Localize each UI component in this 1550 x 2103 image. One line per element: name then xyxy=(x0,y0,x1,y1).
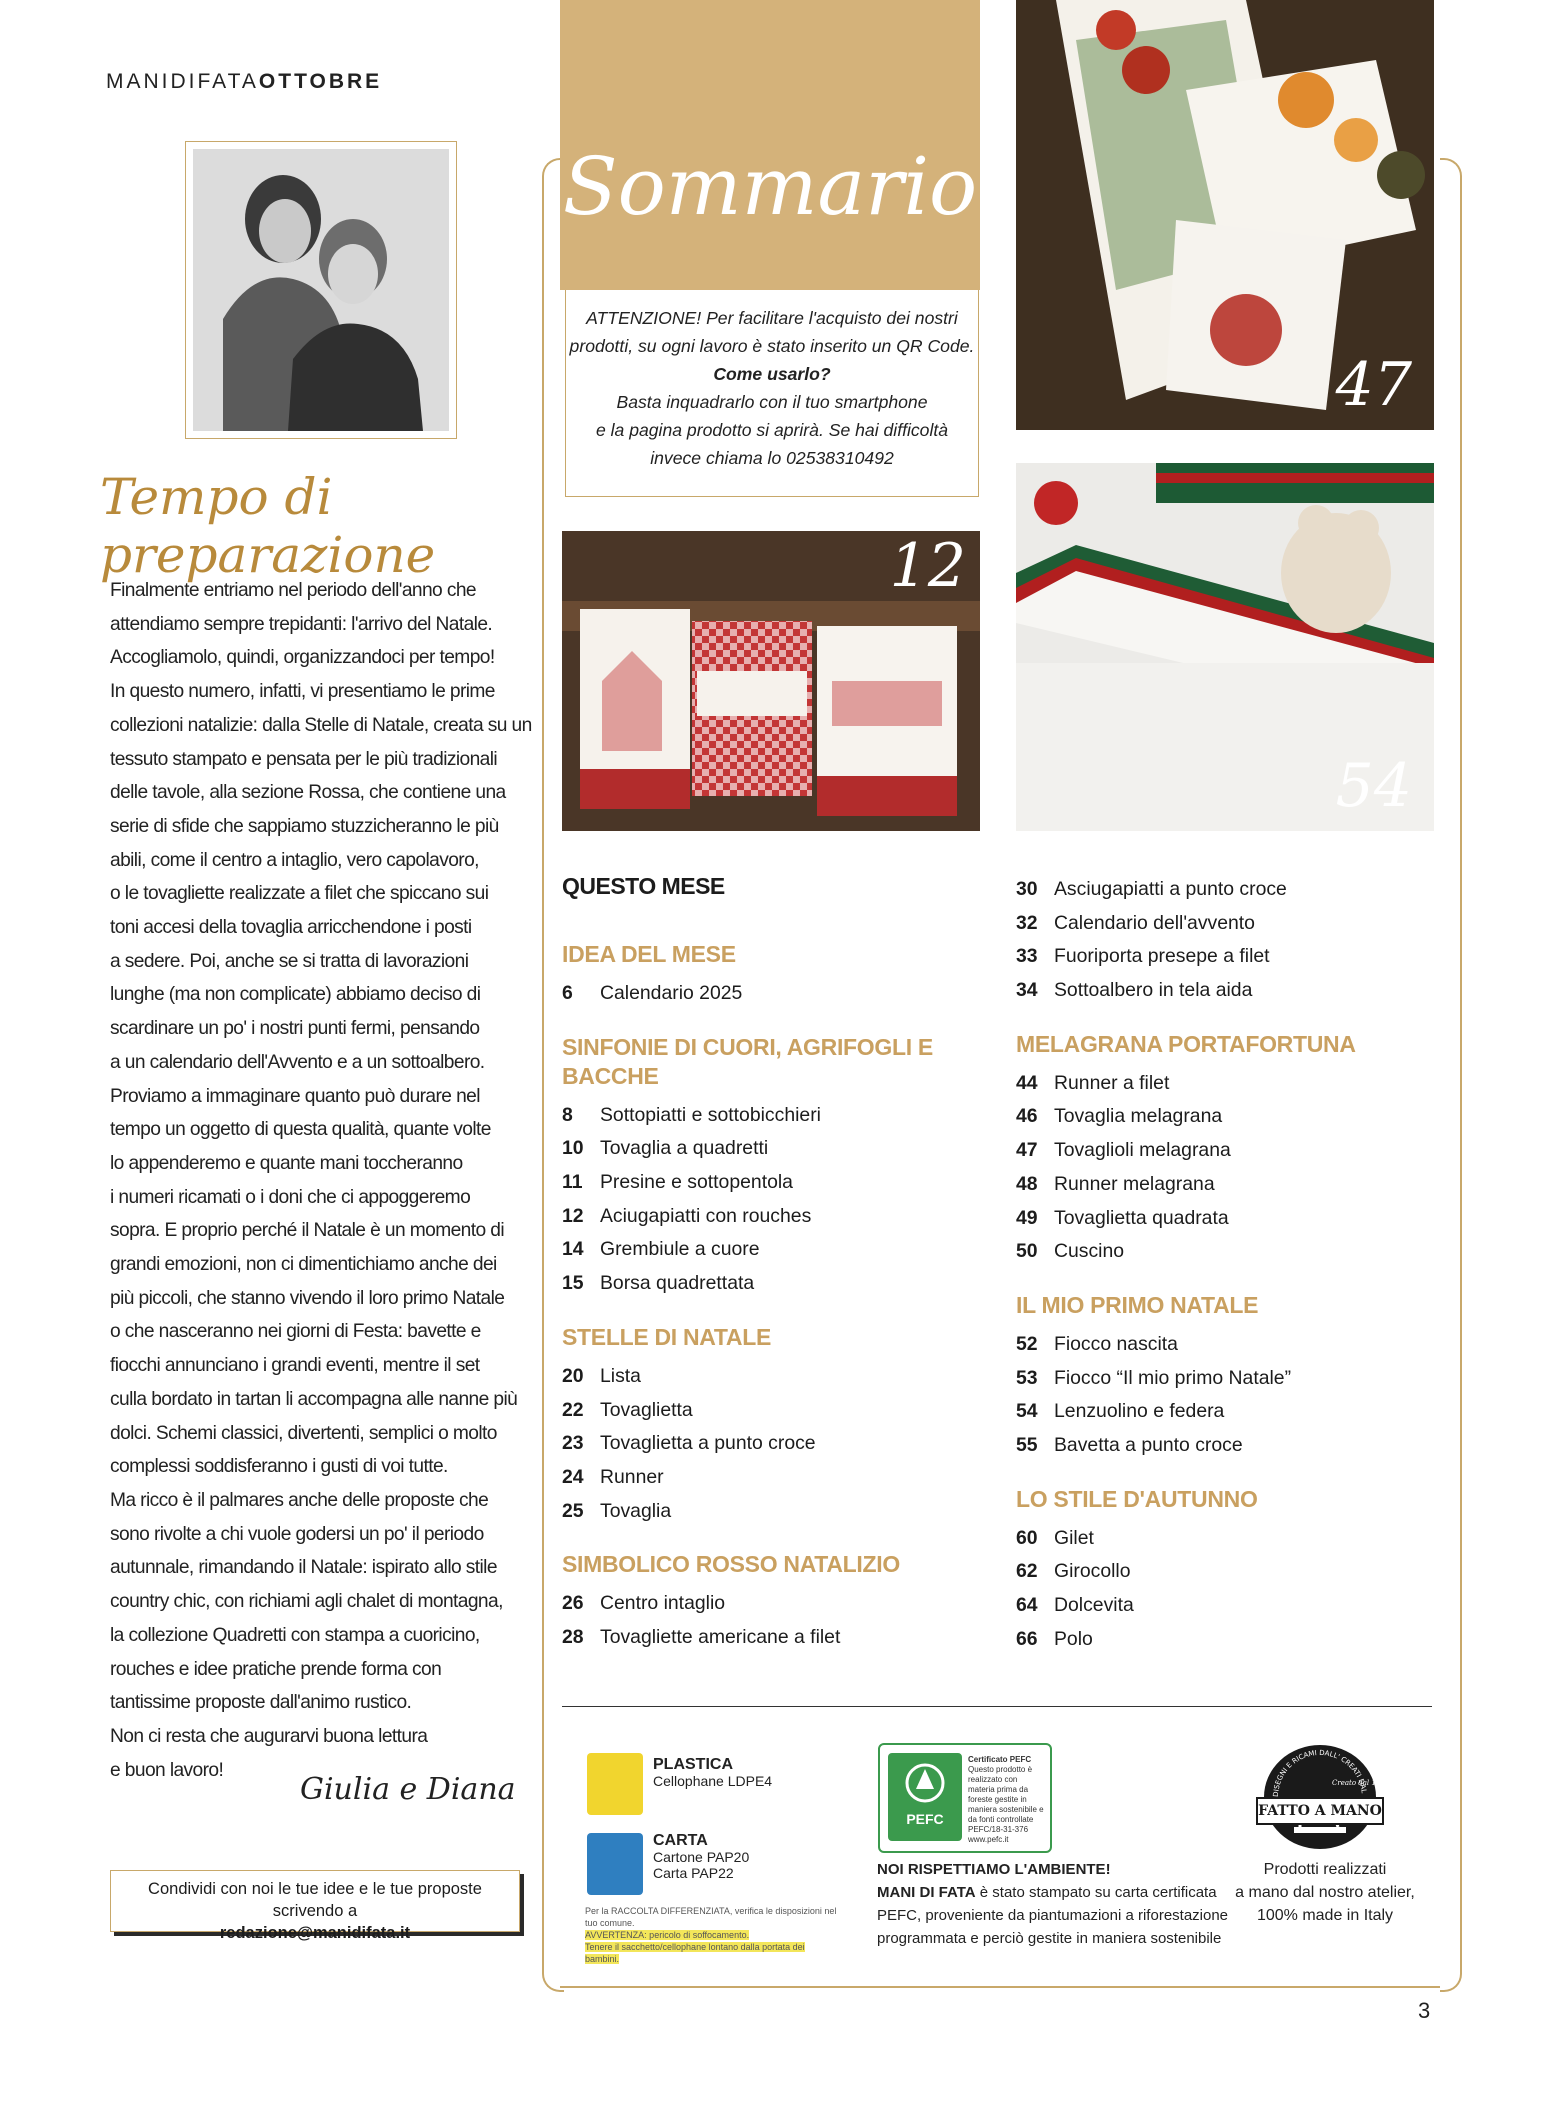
toc-entry-page: 11 xyxy=(562,1171,583,1194)
toc-entry-page: 64 xyxy=(1016,1594,1038,1616)
toc-entry-page: 66 xyxy=(1016,1627,1038,1650)
recycling-note-1: Per la RACCOLTA DIFFERENZIATA, verifica le disposizioni nel tuo comune. xyxy=(585,1906,837,1928)
environment-brand: MANI DI FATA xyxy=(877,1884,976,1901)
atelier-line-2: a mano dal nostro atelier, xyxy=(1235,1884,1415,1901)
toc-entry[interactable] xyxy=(1016,873,1436,907)
photo-page-12: 12 xyxy=(889,531,966,601)
editorial-line: lo appenderemo e quante mani toccheranno xyxy=(110,1152,463,1174)
toc-entry-title: Bavetta a punto croce xyxy=(1054,1433,1243,1456)
editorial-line: Ma ricco è il palmares anche delle proposte che xyxy=(110,1489,489,1511)
editorial-line: culla bordato in tartan li accompagna alle nanne più xyxy=(110,1388,518,1410)
recycling-note xyxy=(585,1905,840,1965)
photo-aciugapiatti xyxy=(562,531,980,831)
header-month: OTTOBRE xyxy=(258,70,383,93)
pefc-code: PEFC/18-31-376 xyxy=(968,1825,1029,1834)
toc-entry[interactable] xyxy=(1016,974,1436,1008)
share-text: Condividi con noi le tue idee e le tue proposte scrivendo a xyxy=(148,1880,482,1920)
toc-entry-page: 15 xyxy=(562,1272,584,1295)
toc-entry-title: Tovaglioli melagrana xyxy=(1054,1139,1231,1162)
toc-entry[interactable] xyxy=(562,1621,982,1655)
paper-title: CARTA xyxy=(653,1832,708,1849)
toc-entry-title: Asciugapiatti a punto croce xyxy=(1054,878,1287,900)
attention-line: prodotti, su ogni lavoro è stato inserito un QR Code. xyxy=(569,336,975,356)
editorial-text xyxy=(110,574,535,1787)
toc-entry[interactable] xyxy=(562,1461,982,1495)
plastic-bin-icon xyxy=(587,1753,643,1815)
editorial-line: a sedere. Poi, anche se si tratta di lavorazioni xyxy=(110,950,469,972)
pefc-certificate xyxy=(878,1743,1052,1853)
editorial-line: e buon lavoro! xyxy=(110,1759,224,1781)
toc-entry-page: 46 xyxy=(1016,1105,1038,1128)
editorial-line: grandi emozioni, non ci dimentichiamo anche dei xyxy=(110,1254,497,1276)
toc-entry-title: Sottoalbero in tela aida xyxy=(1054,979,1253,1002)
toc-entry[interactable] xyxy=(1016,1100,1436,1134)
frame-right-bracket xyxy=(1440,158,1462,1992)
toc-entry-title: Presine e sottopentola xyxy=(600,1171,793,1194)
toc-entry-page: 48 xyxy=(1016,1172,1038,1195)
toc-entry-page: 30 xyxy=(1016,878,1038,900)
toc-entry-title: Runner melagrana xyxy=(1054,1172,1215,1195)
editors-photo-frame xyxy=(185,141,457,439)
editors-photo-illustration xyxy=(193,149,449,431)
pefc-logo-text: PEFC xyxy=(906,1811,944,1827)
editorial-line: Proviamo a immaginare quanto può durare nel xyxy=(110,1085,480,1107)
plastic-title: PLASTICA xyxy=(653,1756,733,1773)
svg-text:DISEGNI E RICAMI DALL' CREATI xyxy=(1264,1745,1368,1797)
editorial-line: più piccoli, che stanno vivendo il loro primo Natale xyxy=(110,1287,505,1309)
toc-entry-page: 60 xyxy=(1016,1526,1038,1549)
editorial-line: fiocchi annunciano i grandi eventi, mentre il set xyxy=(110,1355,480,1377)
toc-entry-title: Sottopiatti e sottobicchieri xyxy=(600,1103,821,1126)
toc-entry[interactable] xyxy=(562,1360,982,1394)
pefc-logo-icon xyxy=(888,1753,962,1841)
editorial-line: serie di sfide che sappiamo stuzzicheranno le più xyxy=(110,815,499,837)
toc-entry-title: Tovaglia a quadretti xyxy=(600,1137,769,1160)
recycling-note-2: AVVERTENZA: pericolo di soffocamento. xyxy=(585,1930,750,1940)
toc-entry-page: 28 xyxy=(562,1625,584,1648)
editors-photo xyxy=(193,149,449,431)
recycling-note-3: Tenere il sacchetto/cellophane lontano dalla portata dei bambini. xyxy=(585,1942,805,1964)
toc-entry[interactable] xyxy=(1016,1202,1436,1236)
signature: Giulia e Diana xyxy=(300,1772,516,1807)
toc-entry-title: Fiocco “Il mio primo Natale” xyxy=(1054,1366,1292,1389)
plastic-label xyxy=(653,1757,772,1789)
header-brand: MANIDIFATA xyxy=(106,70,259,93)
toc-entry-page: 8 xyxy=(562,1103,573,1126)
toc-entry[interactable] xyxy=(1016,1555,1436,1589)
paper-sub2: Carta PAP22 xyxy=(653,1865,734,1881)
toc-section-heading: IL MIO PRIMO NATALE xyxy=(1016,1291,1259,1318)
toc-bottom-rule xyxy=(562,1706,1432,1707)
environment-line-3: programmata e perciò gestite in maniera sostenibile xyxy=(877,1930,1222,1947)
toc-entry[interactable] xyxy=(562,1394,982,1428)
photo-melagrana-table xyxy=(1016,0,1434,430)
questo-mese-heading: QUESTO MESE xyxy=(562,873,725,899)
stamp-since: Creato dal 1 xyxy=(1332,1779,1376,1787)
editorial-line: sopra. E proprio perché il Natale è un momento di xyxy=(110,1220,505,1242)
toc-entry-title: Grembiule a cuore xyxy=(600,1238,760,1261)
toc-entry-title: Calendario 2025 xyxy=(600,982,743,1004)
toc-entry-page: 14 xyxy=(562,1238,584,1261)
toc-entry-title: Tovaglia melagrana xyxy=(1054,1105,1223,1128)
toc-entry-title: Dolcevita xyxy=(1054,1594,1134,1616)
toc-entry-page: 47 xyxy=(1016,1139,1038,1162)
toc-entry[interactable] xyxy=(1016,907,1436,941)
toc-entry-page: 22 xyxy=(562,1398,584,1421)
toc-left-column xyxy=(562,940,982,1655)
toc-section-heading: SINFONIE DI CUORI, AGRIFOGLI E BACCHE xyxy=(562,1033,933,1089)
toc-section-heading: LO STILE D'AUTUNNO xyxy=(1016,1485,1258,1512)
attention-line: invece chiama lo 02538310492 xyxy=(650,448,894,468)
toc-entry-page: 49 xyxy=(1016,1206,1038,1229)
attention-line: e la pagina prodotto si aprirà. Se hai difficoltà xyxy=(595,420,949,440)
photo-page-54: 54 xyxy=(1335,751,1412,821)
stamp-banner: FATTO A MANO xyxy=(1256,1797,1384,1825)
toc-entry-page: 52 xyxy=(1016,1332,1038,1355)
toc-entry-title: Fiocco nascita xyxy=(1054,1332,1178,1355)
toc-entry[interactable] xyxy=(1016,1395,1436,1429)
toc-entry-title: Polo xyxy=(1054,1627,1093,1650)
editorial-line: attendiamo sempre trepidanti: l'arrivo del Natale. xyxy=(110,613,493,635)
toc-entry-title: Borsa quadrettata xyxy=(600,1272,755,1295)
toc-section-heading: IDEA DEL MESE xyxy=(562,941,736,967)
fatto-a-mano-stamp xyxy=(1256,1745,1388,1849)
editorial-line: Accogliamolo, quindi, organizzandoci per tempo! xyxy=(110,647,495,669)
running-header xyxy=(106,70,382,94)
editorial-line: scardinare un po' i nostri punti fermi, pensando xyxy=(110,1018,480,1040)
toc-entry-page: 53 xyxy=(1016,1366,1038,1389)
toc-section-heading: STELLE DI NATALE xyxy=(562,1323,772,1350)
toc-entry-title: Cuscino xyxy=(1054,1240,1125,1263)
editorial-line: delle tavole, alla sezione Rossa, che contiene una xyxy=(110,782,506,804)
photo-primo-natale xyxy=(1016,463,1434,831)
toc-entry-title: Lenzuolino e federa xyxy=(1054,1400,1225,1423)
toc-entry-page: 50 xyxy=(1016,1240,1038,1263)
editorial-line: Non ci resta che augurarvi buona lettura xyxy=(110,1725,428,1747)
paper-sub1: Cartone PAP20 xyxy=(653,1849,750,1865)
editorial-line: complessi soddisferanno i gusti di voi tutte. xyxy=(110,1456,448,1478)
toc-entry-title: Calendario dell'avvento xyxy=(1054,911,1255,934)
editorial-line: country chic, con richiami agli chalet di montagna, xyxy=(110,1591,503,1613)
editorial-line: tempo un oggetto di questa qualità, quante volte xyxy=(110,1119,491,1141)
pefc-cert-title: Certificato PEFC xyxy=(968,1755,1032,1764)
toc-entry-title: Fuoriporta presepe a filet xyxy=(1054,945,1270,968)
toc-entry[interactable] xyxy=(562,977,982,1011)
editorial-line: tantissime proposte dall'animo rustico. xyxy=(110,1692,412,1714)
toc-entry-title: Tovagliette americane a filet xyxy=(600,1625,841,1648)
editorial-line: i numeri ricamati o i doni che ci appoggeremo xyxy=(110,1186,471,1208)
toc-entry[interactable] xyxy=(562,1200,982,1234)
toc-entry-page: 54 xyxy=(1016,1400,1038,1423)
frame-bottom-rule xyxy=(560,1986,1440,1988)
editorial-line: sono rivolte a chi vuole godersi un po' il periodo xyxy=(110,1523,484,1545)
toc-entry-page: 20 xyxy=(562,1364,584,1387)
toc-entry[interactable] xyxy=(1016,940,1436,974)
toc-entry[interactable] xyxy=(1016,1522,1436,1556)
toc-entry[interactable] xyxy=(1016,1235,1436,1269)
toc-entry-page: 10 xyxy=(562,1137,584,1160)
toc-entry[interactable] xyxy=(562,1233,982,1267)
toc-entry-page: 32 xyxy=(1016,911,1038,934)
share-box xyxy=(110,1870,520,1942)
toc-entry-page: 26 xyxy=(562,1592,584,1615)
toc-entry[interactable] xyxy=(562,1267,982,1301)
toc-entry[interactable] xyxy=(562,1427,982,1461)
toc-entry-title: Tovaglietta a punto croce xyxy=(600,1432,816,1455)
paper-bin-icon xyxy=(587,1833,643,1895)
toc-section-heading: MELAGRANA PORTAFORTUNA xyxy=(1016,1030,1356,1057)
frame-left-bracket xyxy=(542,158,564,1992)
toc-entry-title: Tovaglia xyxy=(600,1499,672,1522)
toc-entry-title: Runner a filet xyxy=(1054,1071,1170,1094)
toc-entry-page: 44 xyxy=(1016,1071,1038,1094)
editorial-title: Tempo di preparazione xyxy=(100,468,436,584)
paper-label xyxy=(653,1833,749,1881)
toc-entry-title: Runner xyxy=(600,1465,664,1488)
toc-entry[interactable] xyxy=(1016,1067,1436,1101)
attention-line: Basta inquadrarlo con il tuo smartphone xyxy=(616,392,928,412)
editorial-line: In questo numero, infatti, vi presentiamo le prime xyxy=(110,681,495,703)
toc-entry[interactable] xyxy=(1016,1429,1436,1463)
toc-entry-title: Girocollo xyxy=(1054,1560,1131,1583)
toc-entry-page: 33 xyxy=(1016,945,1038,968)
qr-attention-box xyxy=(565,290,979,497)
editorial-line: la collezione Quadretti con stampa a cuoricino, xyxy=(110,1624,480,1646)
editorial-line: dolci. Schemi classici, divertenti, semplici o molto xyxy=(110,1422,497,1444)
editorial-line: a un calendario dell'Avvento e a un sottoalbero. xyxy=(110,1051,485,1073)
toc-entry[interactable] xyxy=(1016,1623,1436,1657)
photo-page-47: 47 xyxy=(1335,350,1412,420)
tree-icon xyxy=(902,1763,948,1803)
toc-entry-page: 34 xyxy=(1016,979,1038,1002)
toc-entry-page: 25 xyxy=(562,1499,584,1522)
environment-text xyxy=(877,1858,1237,1950)
toc-entry[interactable] xyxy=(562,1132,982,1166)
editorial-line: abili, come il centro a intaglio, vero capolavoro, xyxy=(110,849,479,871)
toc-entry[interactable] xyxy=(1016,1328,1436,1362)
editorial-line: lunghe (ma non complicate) abbiamo deciso di xyxy=(110,984,481,1006)
toc-entry-title: Aciugapiatti con rouches xyxy=(600,1204,812,1227)
atelier-line-1: Prodotti realizzati xyxy=(1263,1861,1387,1878)
sommario-title: Sommario xyxy=(562,140,978,233)
page-number: 3 xyxy=(1418,1998,1431,2023)
toc-section-heading: SIMBOLICO ROSSO NATALIZIO xyxy=(562,1551,900,1578)
pefc-url: www.pefc.it xyxy=(968,1835,1009,1844)
toc-entry-title: Tovaglietta xyxy=(600,1398,693,1421)
editorial-line: autunnale, rimandando il Natale: ispirato allo stile xyxy=(110,1557,497,1579)
environment-headline: NOI RISPETTIAMO L'AMBIENTE! xyxy=(877,1861,1111,1878)
attention-line: ATTENZIONE! Per facilitare l'acquisto dei nostri xyxy=(586,308,958,328)
toc-entry[interactable] xyxy=(562,1166,982,1200)
toc-entry-page: 62 xyxy=(1016,1560,1038,1583)
pefc-side-text xyxy=(968,1755,1044,1845)
toc-entry-title: Tovaglietta quadrata xyxy=(1054,1206,1229,1229)
editorial-line: o che nasceranno nei giorni di Festa: bavette e xyxy=(110,1321,481,1343)
pefc-cert-text: Questo prodotto è realizzato con materia prima da foreste gestite in maniera sostenibile e da fonti controllate xyxy=(968,1765,1044,1824)
toc-entry-title: Lista xyxy=(600,1364,641,1387)
toc-entry-title: Centro intaglio xyxy=(600,1592,726,1615)
toc-entry[interactable] xyxy=(1016,1134,1436,1168)
toc-entry-page: 55 xyxy=(1016,1433,1038,1456)
editorial-line: Finalmente entriamo nel periodo dell'anno che xyxy=(110,580,476,601)
toc-entry-page: 6 xyxy=(562,982,573,1004)
toc-entry[interactable] xyxy=(1016,1362,1436,1396)
toc-right-column xyxy=(1016,873,1436,1656)
plastic-sub: Cellophane LDPE4 xyxy=(653,1773,773,1789)
toc-entry[interactable] xyxy=(562,1587,982,1621)
toc-entry-page: 12 xyxy=(562,1204,584,1227)
editorial-line: toni accesi della tovaglia arricchendone i posti xyxy=(110,917,472,939)
toc-entry[interactable] xyxy=(1016,1589,1436,1623)
toc-entry[interactable] xyxy=(1016,1168,1436,1202)
editorial-line: collezioni natalizie: dalla Stelle di Natale, creata su un xyxy=(110,714,532,736)
share-email[interactable]: redazione@manidifata.it xyxy=(219,1924,411,1942)
attention-line: Come usarlo? xyxy=(713,364,831,384)
toc-entry-title: Gilet xyxy=(1054,1526,1094,1549)
environment-line-1: è stato stampato su carta certificata xyxy=(979,1884,1217,1901)
toc-entry-page: 24 xyxy=(562,1465,584,1488)
toc-entry[interactable] xyxy=(562,1495,982,1529)
atelier-line-3: 100% made in Italy xyxy=(1256,1907,1394,1924)
toc-entry[interactable] xyxy=(562,1099,982,1133)
toc-entry-page: 23 xyxy=(562,1432,584,1455)
editorial-line: o le tovagliette realizzate a filet che spiccano sui xyxy=(110,883,489,905)
environment-line-2: PEFC, proveniente da piantumazioni a riforestazione xyxy=(877,1907,1229,1924)
editorial-line: tessuto stampato e pensata per le più tradizionali xyxy=(110,748,498,770)
stamp-arc-text: DISEGNI E RICAMI DALL' CREATI DAL xyxy=(1271,1748,1368,1798)
editorial-line: rouches e idee pratiche prende forma con xyxy=(110,1658,442,1680)
atelier-text xyxy=(1220,1858,1430,1927)
